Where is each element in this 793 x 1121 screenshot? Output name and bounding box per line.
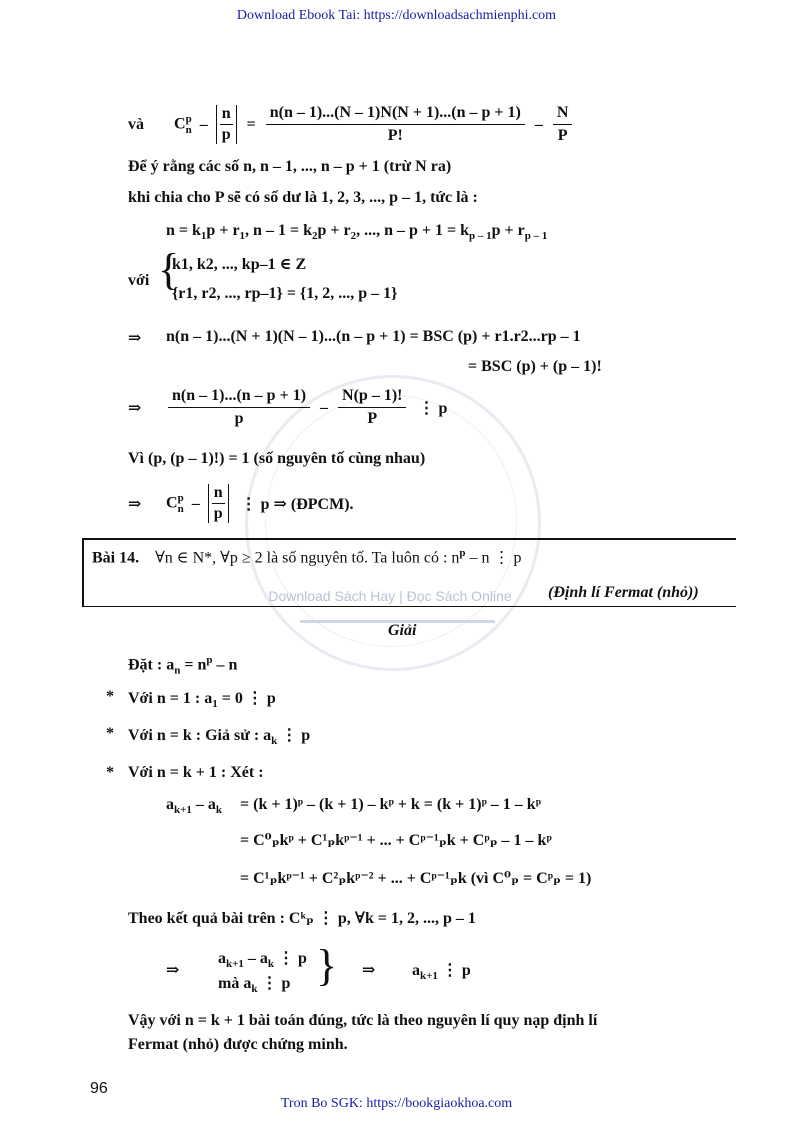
bullet-1: * [106, 688, 114, 705]
problem-title: Bài 14. [92, 549, 140, 567]
page-number: 96 [90, 1080, 108, 1097]
text-line-3: khi chia cho P sẽ có số dư là 1, 2, 3, ..., p – 1, tức là : [128, 189, 478, 206]
conclusion-line-2: Fermat (nhỏ) được chứng minh. [128, 1036, 348, 1053]
previous-result-line: Theo kết quả bài trên : Cᵏₚ ⋮ p, ∀k = 1, 2, ..., p – 1 [128, 910, 476, 927]
fraction-factorial: $\frac{N(p - 1)!}{P}$ [338, 387, 406, 428]
premise-1: $a_{k+1} - a_k$ ⋮ p [218, 950, 307, 971]
formula-line-8: $\frac{n(n - 1)...(n - p + 1)}{p}$ – $\frac{N(p - 1)!}{P}$ ⋮ p [168, 387, 447, 428]
implies-arrow-4: ⇒ [166, 962, 180, 979]
implies-arrow-3: ⇒ [128, 496, 142, 513]
system-line-1: k1, k2, ..., kp–1 ∈ Z [172, 256, 307, 273]
conclusion-line-1: Vậy với n = k + 1 bài toán đúng, tức là theo nguyên lí quy nạp định lí [128, 1012, 598, 1029]
word-voi: với [128, 272, 150, 289]
equation-step-3: = C¹ₚkᵖ⁻¹ + C²ₚkᵖ⁻² + ... + Cᵖ⁻¹ₚk (vì C⁰ₚ = Cᵖₚ = 1) [240, 870, 592, 887]
bullet-2: * [106, 725, 114, 742]
implies-arrow-2: ⇒ [128, 400, 142, 417]
floor-bracket-2: $\frac{n}{p}$ [208, 484, 229, 523]
text-line-2: Để ý rằng các số n, n – 1, ..., n – p + 1 (trừ N ra) [128, 158, 452, 175]
bullet-3: * [106, 764, 114, 781]
formula-line-10: C p n – $\frac{n}{p}$ ⋮ p ⇒ (ĐPCM). [166, 484, 354, 522]
equation-step-2: = C⁰ₚkᵖ + C¹ₚkᵖ⁻¹ + ... + Cᵖ⁻¹ₚk + Cᵖₚ – 1 – kᵖ [240, 832, 552, 849]
implies-arrow-5: ⇒ [362, 962, 376, 979]
system-line-2: {r1, r2, ..., rp–1} = {1, 2, ..., p – 1} [172, 285, 398, 302]
case-n-equals-k: Với n = k : Giả sử : $a_k$ ⋮ p [128, 727, 311, 748]
definition-line: Đặt : $a_n = n^p - n$ [128, 654, 238, 677]
left-brace: { [158, 245, 180, 294]
case-n-equals-k-plus-1: Với n = k + 1 : Xét : [128, 764, 264, 781]
floor-bracket: $\frac{n}{p}$ [216, 105, 237, 144]
binom-c: C p n [174, 112, 192, 136]
implies-arrow-1: ⇒ [128, 330, 142, 347]
formula-line-4: $n = k_1p + r_1$, $n - 1 = k_2p + r_2$, ..., $n - p + 1 = k_{p - 1}p + r_{p - 1}$ [166, 222, 548, 243]
formula-line-1: và C p n – $\frac{n}{p}$ = $\frac{n(n - 1)...(N - 1)N(N + 1)...(n - p + 1)}{P!}$ – $\frac{N}{P}$ [128, 104, 572, 145]
header-download-link[interactable]: Download Ebook Tai: https://downloadsachmienphi.com [236, 8, 557, 23]
formula-line-7: = BSC (p) + (p – 1)! [468, 358, 602, 375]
premise-2: mà $a_k$ ⋮ p [218, 975, 291, 996]
problem-statement: Bài 14. ∀n ∈ N*, ∀p ≥ 2 là số nguyên tố. Ta luôn có : $n^p$ – n ⋮ p [92, 547, 522, 567]
case-n-equals-1: Với n = 1 : $a_1 = 0$ ⋮ p [128, 690, 276, 711]
equation-step-1-left: $a_{k+1} - a_k$ [166, 796, 223, 817]
text-line-9: Vì (p, (p – 1)!) = 1 (số nguyên tố cùng nhau) [128, 450, 426, 467]
problem-note: (Định lí Fermat (nhỏ)) [548, 584, 699, 601]
formula-line-6: n(n – 1)...(N + 1)(N – 1)...(n – p + 1) = BSC (p) + r1.r2...rp – 1 [166, 328, 581, 345]
right-brace: } [316, 941, 338, 990]
fraction-n-over-p: $\frac{N}{P}$ [553, 104, 573, 145]
equation-step-1: = (k + 1)ᵖ – (k + 1) – kᵖ + k = (k + 1)ᵖ – 1 – kᵖ [240, 796, 541, 813]
watermark-text: Download Sách Hay | Đọc Sách Online [268, 588, 512, 604]
word-va: và [128, 115, 144, 133]
fraction-main: $\frac{n(n - 1)...(N - 1)N(N + 1)...(n - p + 1)}{P!}$ [266, 104, 525, 145]
solution-heading: Giải [388, 622, 417, 639]
inductive-result: $a_{k+1}$ ⋮ p [412, 962, 471, 983]
footer-sgk-link[interactable]: Tron Bo SGK: https://bookgiaokhoa.com [280, 1096, 513, 1111]
binom-c-2: C p n [166, 491, 184, 515]
fraction-product: $\frac{n(n - 1)...(n - p + 1)}{p}$ [168, 387, 310, 428]
